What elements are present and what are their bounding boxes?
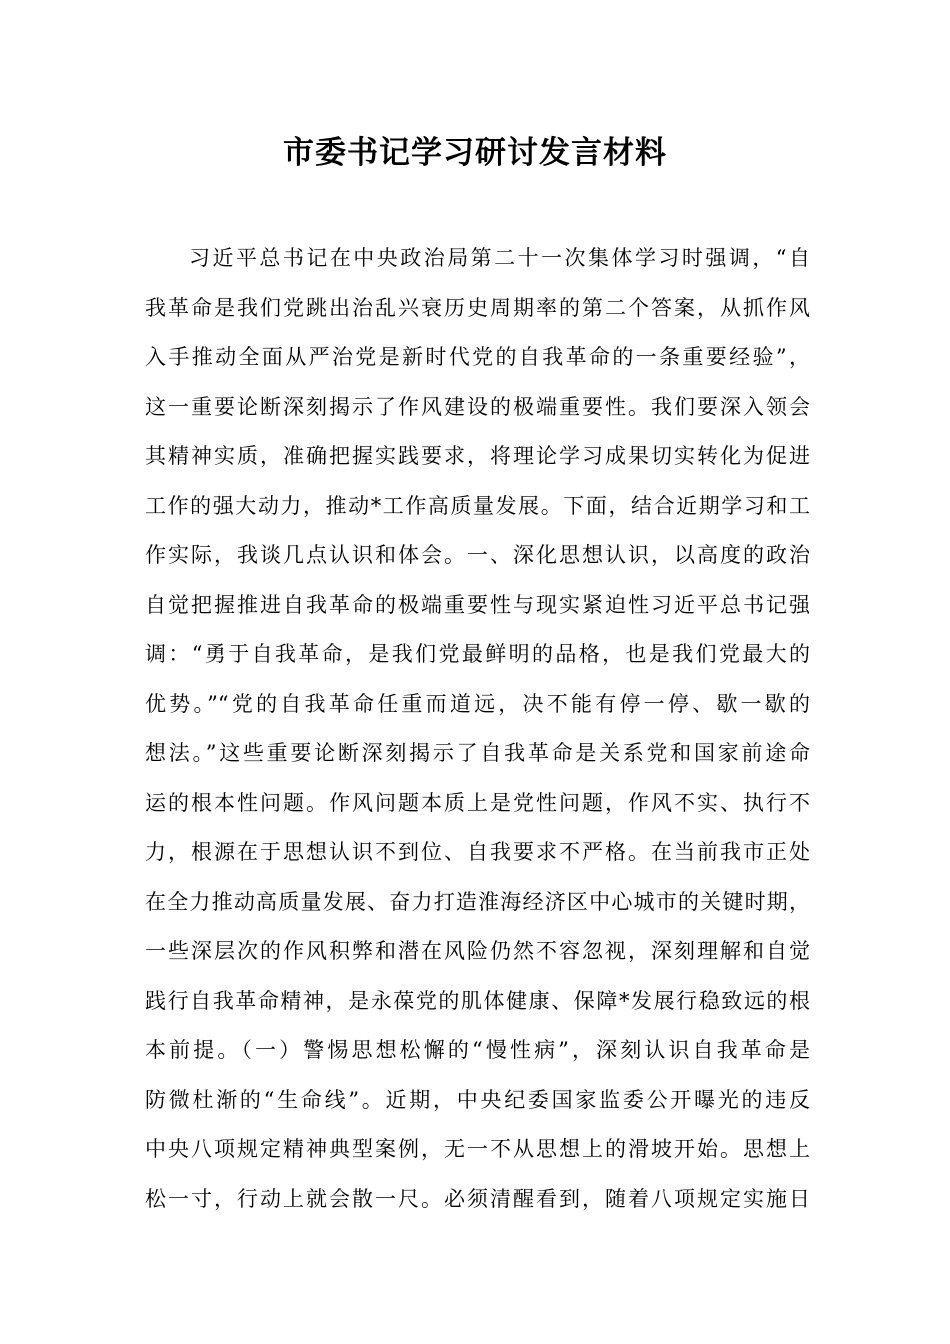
body-line: 作实际，我谈几点认识和体会。一、深化思想认识，以高度的政治 <box>145 543 810 567</box>
body-line: 一些深层次的作风积弊和潜在风险仍然不容忽视，深刻理解和自觉 <box>145 939 810 963</box>
body-line: 想法。”这些重要论断深刻揭示了自我革命是关系党和国家前途命 <box>145 741 810 765</box>
body-line: 调：“勇于自我革命，是我们党最鲜明的品格，也是我们党最大的 <box>145 642 810 666</box>
body-line: 入手推动全面从严治党是新时代党的自我革命的一条重要经验”， <box>145 345 810 369</box>
body-line: 习近平总书记在中央政治局第二十一次集体学习时强调，“自 <box>189 246 810 270</box>
body-line: 践行自我革命精神，是永葆党的肌体健康、保障*发展行稳致远的根 <box>145 988 810 1013</box>
body-line: 优势。”“党的自我革命任重而道远，决不能有停一停、歇一歇的 <box>145 691 810 716</box>
body-line: 自觉把握推进自我革命的极端重要性与现实紧迫性习近平总书记强 <box>145 592 810 617</box>
body-line: 运的根本性问题。作风问题本质上是党性问题，作风不实、执行不 <box>145 790 810 815</box>
body-line: 本前提。（一）警惕思想松懈的“慢性病”，深刻认识自我革命是 <box>145 1038 810 1062</box>
body-line: 工作的强大动力，推动*工作高质量发展。下面，结合近期学习和工 <box>145 493 810 518</box>
document-title: 市委书记学习研讨发言材料 <box>283 135 667 171</box>
body-line: 其精神实质，准确把握实践要求，将理论学习成果切实转化为促进 <box>145 444 810 468</box>
body-line: 松一寸，行动上就会散一尺。必须清醒看到，随着八项规定实施日 <box>145 1186 810 1211</box>
body-line: 防微杜渐的“生命线”。近期，中央纪委国家监委公开曝光的违反 <box>145 1087 810 1112</box>
body-line: 我革命是我们党跳出治乱兴衰历史周期率的第二个答案，从抓作风 <box>145 295 810 320</box>
body-line: 这一重要论断深刻揭示了作风建设的极端重要性。我们要深入领会 <box>145 394 810 419</box>
document-body <box>145 234 810 1224</box>
body-line: 力，根源在于思想认识不到位、自我要求不严格。在当前我市正处 <box>145 840 810 864</box>
body-line: 中央八项规定精神典型案例，无一不从思想上的滑坡开始。思想上 <box>145 1137 810 1161</box>
body-line: 在全力推动高质量发展、奋力打造淮海经济区中心城市的关键时期， <box>145 889 810 914</box>
